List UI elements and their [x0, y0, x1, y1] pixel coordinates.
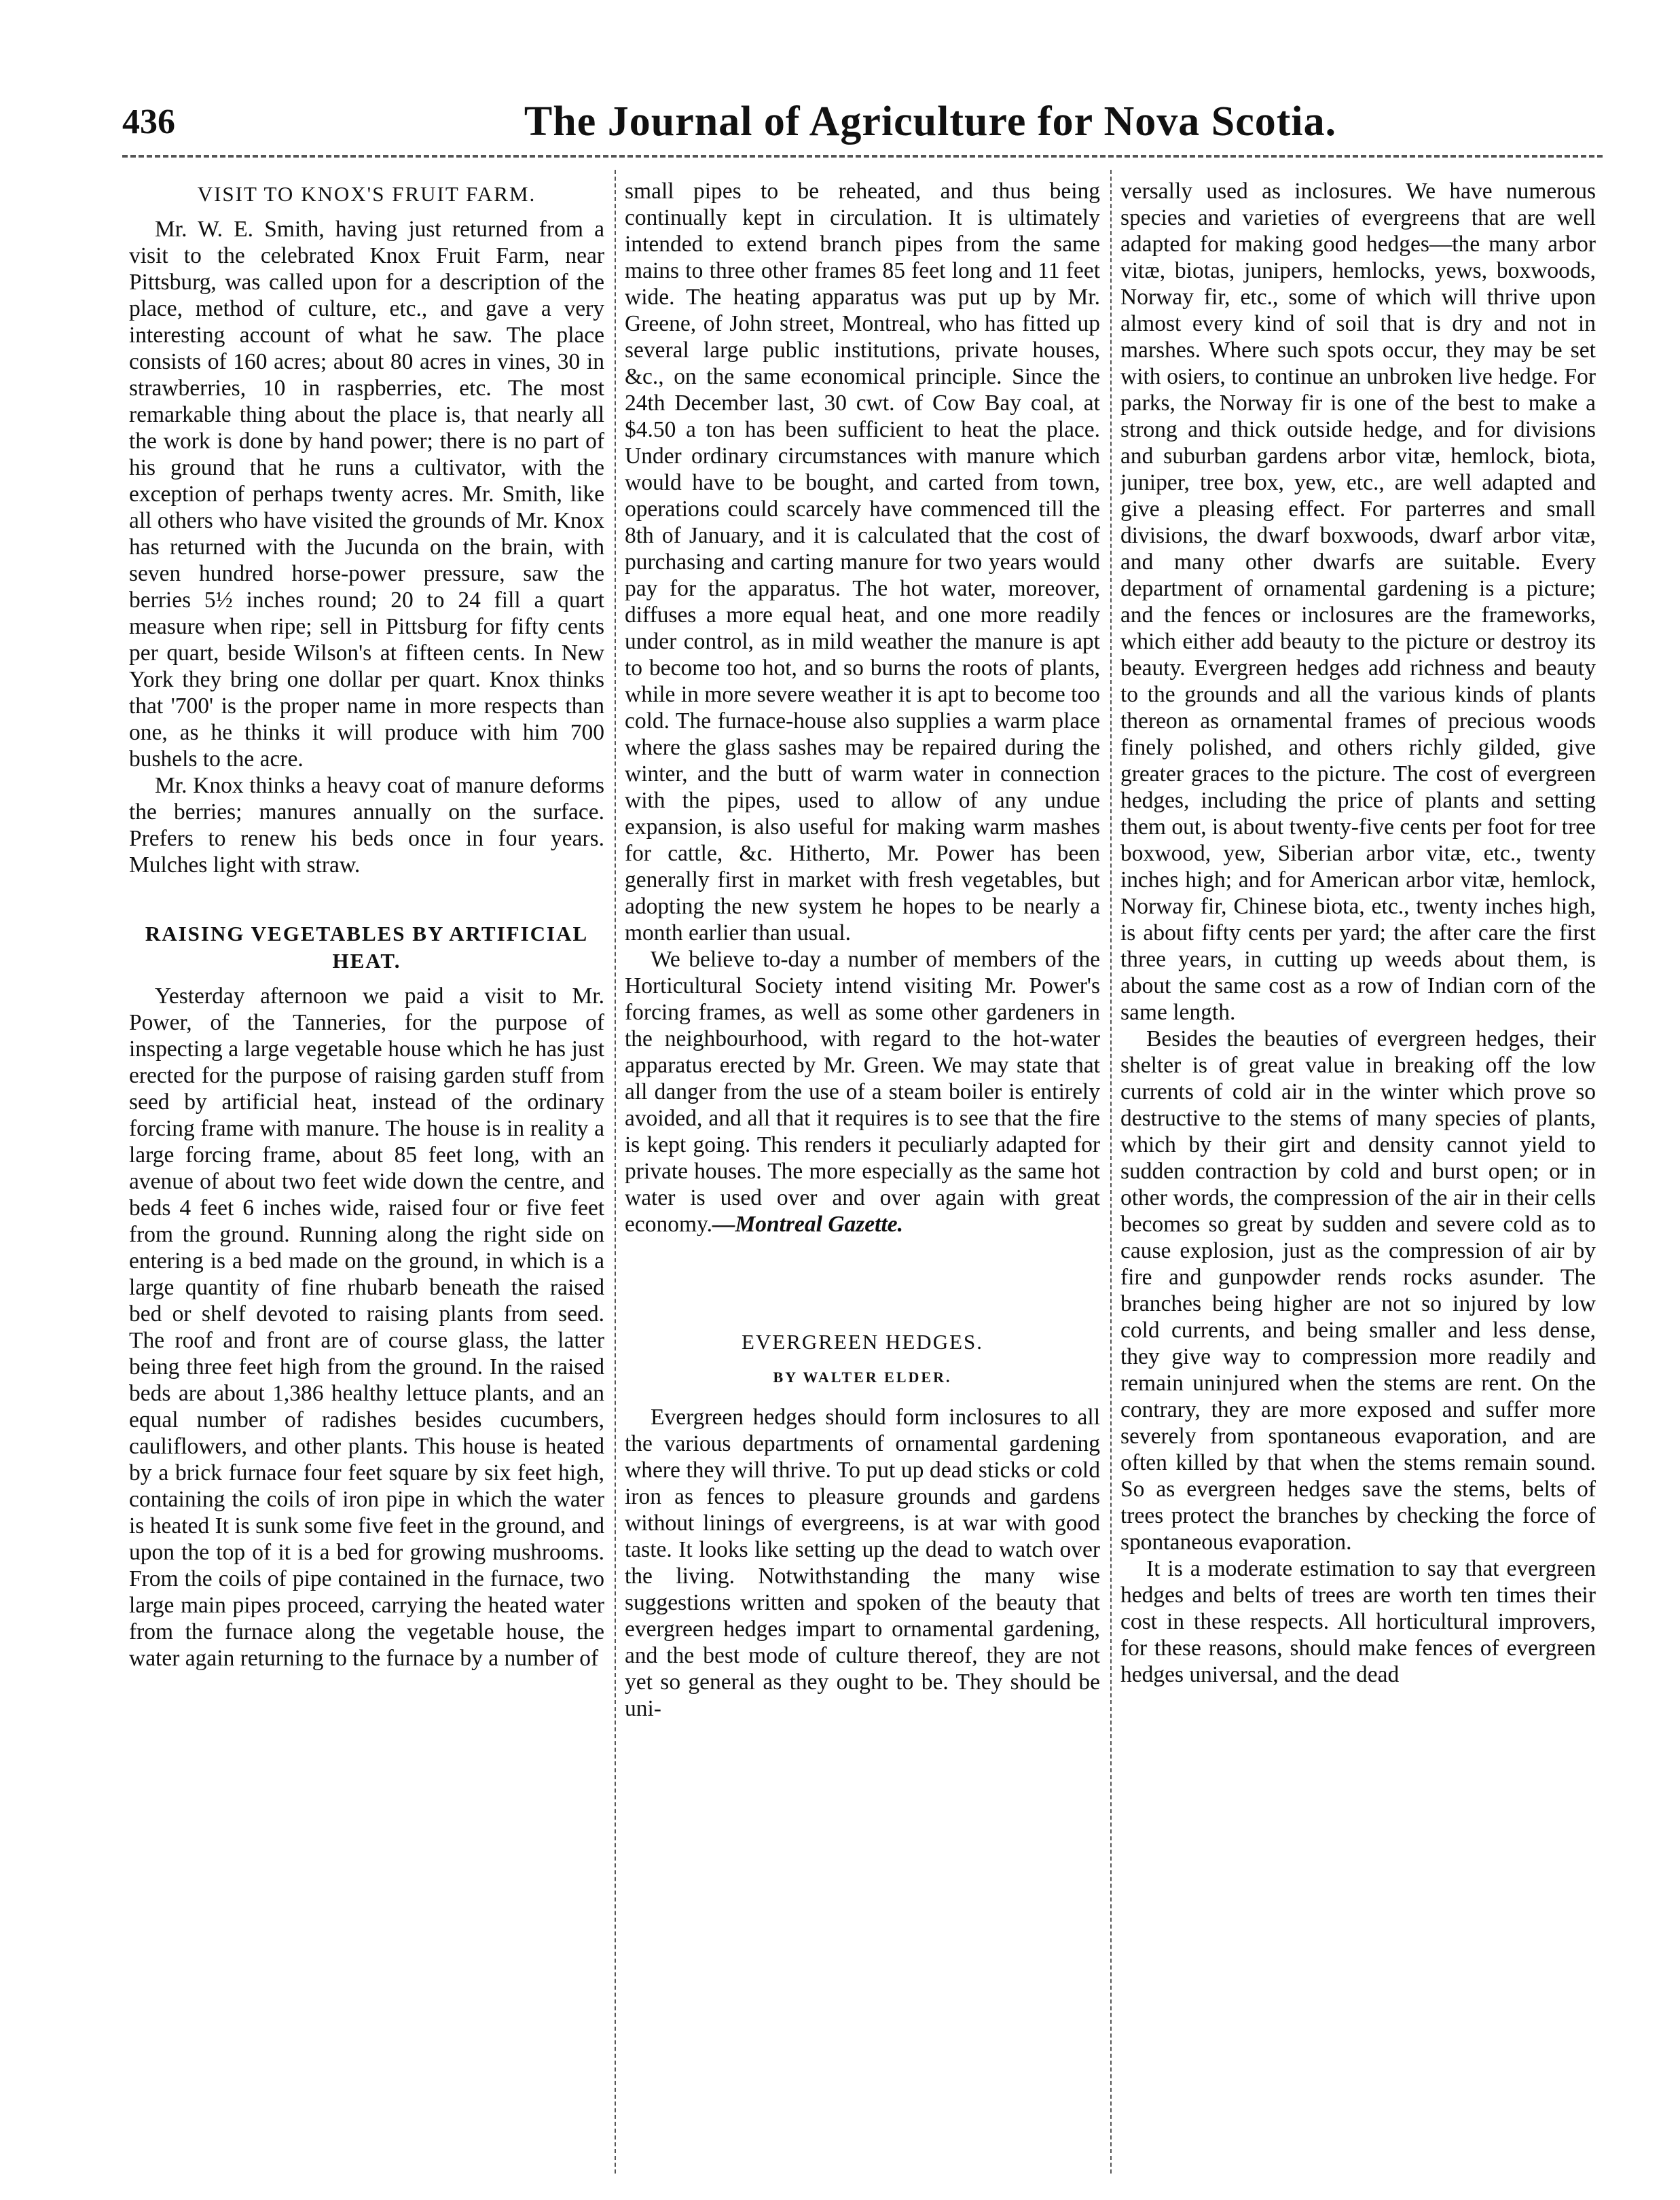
page-header	[122, 98, 1603, 156]
source-credit: —Montreal Gazette.	[712, 1212, 904, 1237]
article-heading-vegetables: RAISING VEGETABLES BY ARTIFICIAL HEAT.	[145, 922, 589, 973]
paragraph-text: We believe to-day a number of members of the Horticultural Society intend visiting Mr. Power's forcing frames, as well as some other gardeners in the neighbourhood, with regard to the hot-water apparatus erected by Mr. Green. We may state that all danger from the use of a steam boiler is entirely avoided, and all that it requires is to see that the fire is kept going. This renders it peculiarly adapted for private houses. The more especially as the same hot water is used over and over again with great economy.	[625, 947, 1100, 1237]
paragraph	[625, 946, 1100, 1238]
page-number: 436	[122, 103, 175, 141]
paragraph: small pipes to be reheated, and thus being continually kept in circulation. It is ultimately intended to extend branch pipes from the same mains to three other frames 85 feet long and 11 feet wide. The heating apparatus was put up by Mr. Greene, of John street, Montreal, who has fitted up several large public institutions, private houses, &c., on the same economical principle. Since the 24th December last, 30 cwt. of Cow Bay coal, at $4.50 a ton has been sufficient to heat the place. Under ordinary circumstances with manure which would have to be bought, and carted from town, operations could scarcely have commenced till the 8th of January, and it is calculated that the cost of purchasing and carting manure for two years would pay for the apparatus. The hot water, moreover, diffuses a more equal heat, and one more readily under control, as in mild weather the manure is apt to become too hot, and so burns the roots of plants, while in more severe weather it is apt to become too cold. The furnace-house also supplies a warm place where the glass sashes may be repaired during the winter, and the butt of warm water in connection with the pipes, used to allow of any undue expansion, is also useful for making warm mashes for cattle, &c. Hitherto, Mr. Power has been generally first in market with fresh vegetables, but adopting the new system he hopes to be nearly a month earlier than usual.	[625, 179, 1100, 945]
column-middle	[625, 178, 1100, 2175]
column-right	[1120, 178, 1596, 2175]
column-divider	[615, 170, 616, 2174]
paragraph: versally used as inclosures. We have numerous species and varieties of evergreens that are well adapted for making good hedges—the many arbor vitæ, biotas, junipers, hemlocks, yews, boxwoods, Norway fir, etc., some of which will thrive upon almost every kind of soil that is dry and not in marshes. Where such spots occur, they may be set with osiers, to continue an unbroken live hedge. For parks, the Norway fir is one of the best to make a strong and thick outside hedge, and for divisions and suburban gardens arbor vitæ, hemlock, biota, juniper, tree box, yew, etc., are well adapted and give a pleasing effect. For parterres and small divisions, the dwarf boxwoods, dwarf arbor vitæ, and many other dwarfs are suitable. Every department of ornamental gardening is a picture; and the fences or inclosures are the frameworks, which either add beauty to the picture or destroy its beauty. Evergreen hedges add richness and beauty to the grounds and all the various kinds of plants thereon as ornamental frames of precious woods finely polished, and others richly gilded, give greater graces to the picture. The cost of evergreen hedges, including the price of plants and setting them out, is about twenty-five cents per foot for tree boxwood, yew, Siberian arbor vitæ, etc., twenty inches high; and for American arbor vitæ, hemlock, Norway fir, Chinese biota, etc., twenty inches high, is about fifty cents per yard; the after care the first three years, in cutting up weeds about them, is about the same cost as a row of Indian corn of the same length.	[1120, 179, 1596, 1025]
article-heading-hedges: EVERGREEN HEDGES.	[741, 1330, 984, 1354]
article-byline: BY WALTER ELDER.	[773, 1369, 952, 1386]
column-divider	[1110, 170, 1112, 2174]
journal-title: The Journal of Agriculture for Nova Scotia.	[524, 98, 1337, 145]
article-heading-knox: VISIT TO KNOX'S FRUIT FARM.	[197, 182, 536, 206]
header-rule	[122, 155, 1603, 158]
paragraph: It is a moderate estimation to say that evergreen hedges and belts of trees are worth ten times their cost in these respects. All horticultural improvers, for these reasons, should make fences of evergreen hedges universal, and the dead	[1120, 1556, 1596, 1687]
spacer	[129, 878, 604, 918]
paragraph: Besides the beauties of evergreen hedges, their shelter is of great value in breaking off the low currents of cold air in the winter which prove so destructive to the stems of many species of plants, which by their girt and density cannot yield to sudden contraction by cold and burst open; or in other words, the compression of the air in their cells becomes so great by sudden and severe cold as to cause explosion, just as the compression of air by fire and gunpowder rends rocks asunder. The branches being higher are not so injured by low cold currents, and being smaller and less dense, they give way to compression more readily and remain uninjured when the stems are rent. On the contrary, they are more exposed and suffer more severely from spontaneous evaporation, and are often killed by that when the stems remain sound. So as evergreen hedges save the stems, belts of trees protect the branches by checking the force of spontaneous evaporation.	[1120, 1026, 1596, 1555]
paragraph: Mr. W. E. Smith, having just returned from a visit to the celebrated Knox Fruit Farm, near Pittsburg, was called upon for a description of the place, method of culture, etc., and gave a very interesting account of what he saw. The place consists of 160 acres; about 80 acres in vines, 30 in strawberries, 10 in raspberries, etc. The most remarkable thing about the place is, that nearly all the work is done by hand power; there is no part of his ground that he runs a cultivator, with the exception of perhaps twenty acres. Mr. Smith, like all others who have visited the grounds of Mr. Knox has returned with the Jucunda on the brain, with seven hundred horse-power pressure, saw the berries 5½ inches round; 20 to 24 fill a quart measure when ripe; sell in Pittsburg for fifty cents per quart, beside Wilson's at fifteen cents. In New York they bring one dollar per quart. Knox thinks that '700' is the proper name in more respects than one, as he thinks it will produce with him 700 bushels to the acre.	[129, 217, 604, 772]
paragraph: Evergreen hedges should form inclosures to all the various departments of ornamental gardening where they will thrive. To put up dead sticks or cold iron as fences to pleasure grounds and gardens without linings of evergreens, is at war with good taste. It looks like setting up the dead to watch over the living. Notwithstanding the many wise suggestions written and spoken of the beauty that evergreen hedges impart to ornamental gardening, and the best mode of culture thereof, they are not yet so general as they ought to be. They should be uni-	[625, 1405, 1100, 1721]
paragraph: Yesterday afternoon we paid a visit to Mr. Power, of the Tanneries, for the purpose of inspecting a large vegetable house which he has just erected for the purpose of raising garden stuff from seed by artificial heat, instead of the ordinary forcing frame with manure. The house is in reality a large forcing frame, about 85 feet long, with an avenue of about two feet wide down the centre, and beds 4 feet 6 inches wide, raised four or five feet from the ground. Running along the right side on entering is a bed made on the ground, in which is a large quantity of fine rhubarb beneath the raised bed or shelf devoted to raising plants from seed. The roof and front are of course glass, the latter being three feet high from the ground. In the raised beds are about 1,386 healthy lettuce plants, and an equal number of radishes besides cucumbers, cauliflowers, and other plants. This house is heated by a brick furnace four feet square by six feet high, containing the coils of iron pipe in which the water is heated It is sunk some five feet in the ground, and upon the top of it is a bed for growing mushrooms. From the coils of pipe contained in the furnace, two large main pipes proceed, carrying the heated water from the furnace along the vegetable house, the water again returning to the furnace by a number of	[129, 984, 604, 1671]
spacer	[625, 1238, 1100, 1326]
column-left	[129, 178, 604, 2175]
paragraph: Mr. Knox thinks a heavy coat of manure deforms the berries; manures annually on the surface. Prefers to renew his beds once in four years. Mulches light with straw.	[129, 773, 604, 878]
